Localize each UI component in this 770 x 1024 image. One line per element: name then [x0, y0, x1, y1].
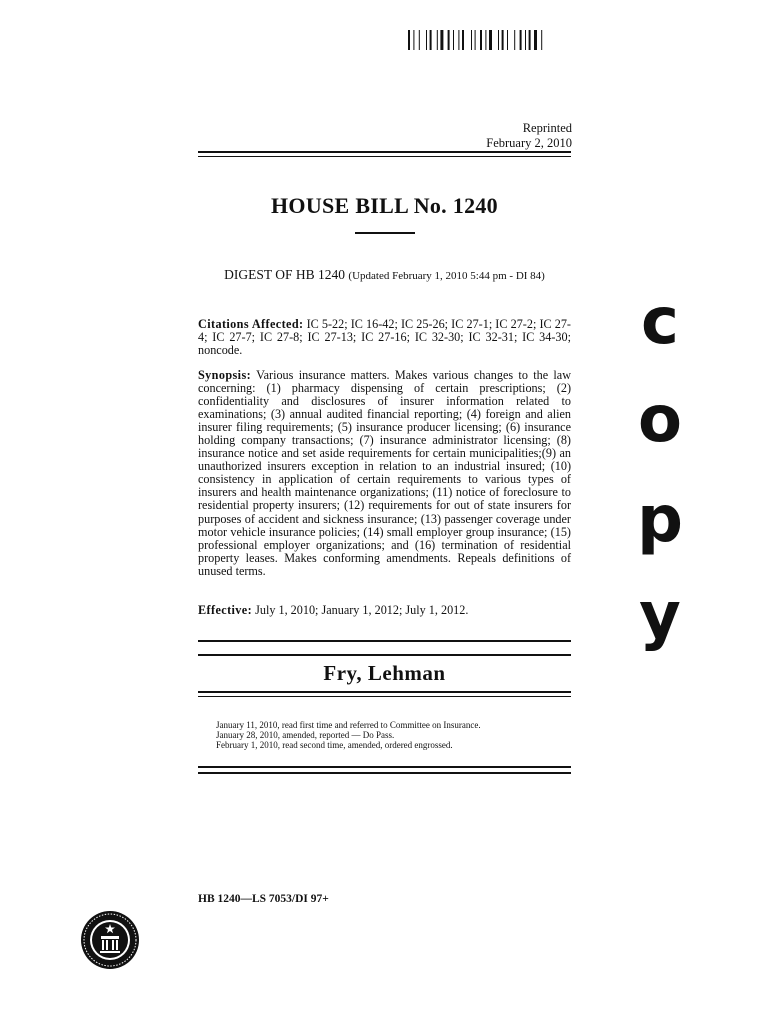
history-item: January 11, 2010, read first time and referred to Committee on Insurance.: [216, 720, 481, 730]
rule-bottom-1: [198, 766, 571, 768]
legislative-history: [216, 720, 556, 750]
authors: Fry, Lehman: [323, 661, 446, 685]
copy-watermark-letter: c: [641, 285, 679, 359]
barcode-bar: [541, 30, 542, 50]
barcode-bar: [529, 30, 531, 50]
citations-paragraph: [198, 318, 571, 357]
barcode-bar: [458, 30, 459, 50]
barcode-bar: [453, 30, 454, 50]
rule-mid-2: [198, 654, 571, 656]
digest-update: (Updated February 1, 2010 5:44 pm - DI 84): [348, 270, 545, 282]
barcode-bar: [534, 30, 537, 50]
barcode-bar: [413, 30, 414, 50]
barcode-bar: [448, 30, 450, 50]
copy-watermark-letter: p: [637, 483, 683, 557]
barcode-bar: [514, 30, 515, 50]
rule-mid-1: [198, 640, 571, 642]
barcode: [408, 30, 588, 50]
synopsis-text: Various insurance matters. Makes various changes to the law concerning: (1) pharmacy dispensing of certain prescriptions; (2) confidentiality and disclosures of insurer information related to examinations; (3) annual audited financial reporting; (4) foreign and alien insurer filing requirements; (5) insurance producer licensing; (6) insurance holding company transactions; (7) insurance administrator licensing; (8) insurance notice and set aside requirements for certain municipalities;(9) an unauthorized insurers exception in relation to an industrial insured; (10) consistency in application of certain requirements to various types of insurers and health maintenance organizations; (11) notice of foreclosure to residential property insurers; (12) requirements for out of state insurers for purposes of accident and sickness insurance; (13) passenger coverage under motor vehicle insurance policies; (14) small employer group insurance; (15) professional employer organizations; and (16) termination of residential property leases. Makes conforming amendments. Repeals definitions of unused terms.: [198, 368, 571, 578]
reprint-block: [486, 121, 572, 151]
barcode-bar: [408, 30, 410, 50]
rule-top-thin: [198, 156, 571, 157]
barcode-bar: [440, 30, 443, 50]
barcode-bar: [502, 30, 504, 50]
history-item: January 28, 2010, amended, reported — Do Pass.: [216, 730, 395, 740]
synopsis-paragraph: [198, 369, 571, 578]
rule-mid-3: [198, 691, 571, 693]
barcode-bar: [426, 30, 427, 50]
barcode-bar: [489, 30, 492, 50]
history-item: February 1, 2010, read second time, amended, ordered engrossed.: [216, 740, 453, 750]
title-divider: [355, 232, 415, 234]
barcode-bar: [437, 30, 438, 50]
copy-watermark-letter: o: [638, 383, 682, 457]
bill-title: HOUSE BILL No. 1240: [271, 193, 498, 218]
rule-mid-4: [198, 696, 571, 697]
rule-bottom-2: [198, 772, 571, 774]
barcode-bar: [430, 30, 432, 50]
barcode-bar: [475, 30, 476, 50]
rule-top-thick: [198, 151, 571, 153]
digest-label: DIGEST OF HB 1240: [224, 267, 346, 282]
reprinted-label: Reprinted: [522, 121, 572, 135]
barcode-bar: [419, 30, 420, 50]
footer-bill-id: HB 1240—LS 7053/DI 97+: [198, 893, 329, 905]
barcode-bar: [462, 30, 464, 50]
barcode-bar: [485, 30, 486, 50]
reprint-date: February 2, 2010: [486, 136, 572, 150]
citations-label: Citations Affected:: [198, 317, 304, 331]
citations-text: IC 5-22; IC 16-42; IC 25-26; IC 27-1; IC 27-2; IC 27-4; IC 27-7; IC 27-8; IC 27-13; IC 27-16; IC 32-30; IC 32-31; IC 34-30; noncode.: [198, 317, 571, 358]
barcode-bar: [525, 30, 526, 50]
barcode-bar: [498, 30, 499, 50]
effective-paragraph: [198, 604, 571, 617]
barcode-bar: [520, 30, 522, 50]
effective-label: Effective:: [198, 603, 253, 617]
copy-watermark-letter: y: [639, 579, 681, 653]
effective-text: July 1, 2010; January 1, 2012; July 1, 2012.: [255, 603, 469, 617]
barcode-bar: [480, 30, 482, 50]
state-seal-icon: [80, 910, 140, 970]
digest-heading: [198, 267, 571, 283]
synopsis-label: Synopsis:: [198, 368, 252, 382]
barcode-bar: [471, 30, 472, 50]
barcode-bar: [507, 30, 508, 50]
